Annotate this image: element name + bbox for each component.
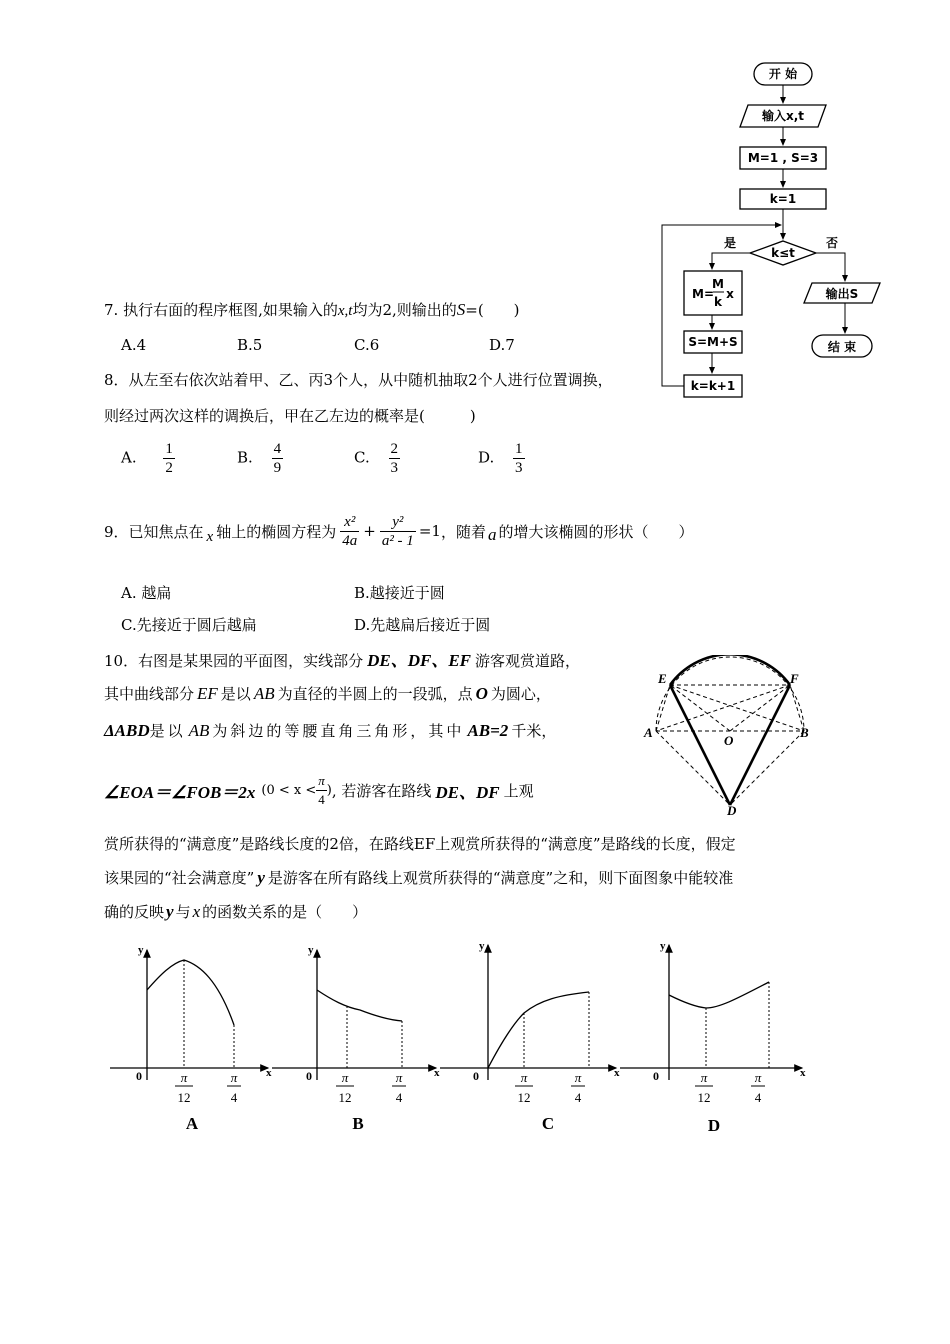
graph-c [440,940,620,1133]
graph-a [110,944,272,1133]
q7-s: S [456,300,466,319]
q7-stem [104,299,520,320]
graph-a-origin: 0 [136,1069,142,1083]
graph-b-den1: 12 [338,1090,352,1105]
q10-l2-a: 其中曲线部分 [104,685,195,703]
flow-m-rhs: x [726,287,734,301]
q10-line4 [104,768,534,812]
q10-l4-a: ∠EOA＝∠FOB＝2x [104,782,256,802]
graph-c-pi1: π [520,1070,528,1085]
flow-condition-text: k≤t [771,246,795,260]
q7-pre: 7. 执行右面的程序框图,如果输入的 [104,301,338,319]
q10-l1-b: DE、DF、EF [367,651,472,670]
q10-l7-c: 的函数关系的是（ ） [202,903,368,921]
graph-b-origin: 0 [306,1069,312,1083]
q8-line2: 则经过两次这样的调换后，甲在乙左边的概率是( ) [104,407,476,425]
q9-a: a [487,525,497,544]
q9-f2-num: y² [380,513,416,532]
graph-c-pi2: π [574,1070,582,1085]
q9-mid: 轴上的椭圆方程为 [216,522,337,541]
graph-c-den1: 12 [517,1090,531,1105]
q8-d-den: 3 [515,460,523,476]
q10-l1-a: 10．右图是某果园的平面图，实线部分 [104,652,364,670]
flow-m-num: M [712,277,724,291]
flow-init-text: M=1 , S=3 [747,151,819,165]
label-f: F [790,671,799,686]
q9-eq: =1 [418,522,441,540]
q10-l6-a: 该果园的“社会满意度” [104,869,255,887]
q9-x: x [206,528,214,545]
q10-l7-b: 与 [175,903,191,921]
q7-mid: 均为2,则输出的 [352,301,457,319]
q8-c-den: 3 [390,460,398,476]
q8-d-num: 1 [515,441,523,457]
q8-c-num: 2 [390,441,398,457]
label-b: B [800,725,809,740]
q10-line6 [104,867,733,888]
q10-line2 [104,683,551,704]
orchard-figure [640,655,820,815]
answer-graphs [100,935,820,1145]
q9-post2: 的增大该椭圆的形状（ ） [498,522,694,541]
graph-d-den2: 4 [754,1090,762,1105]
graph-b-pi1: π [341,1070,349,1085]
graph-c-origin: 0 [473,1069,479,1083]
q7-option-d: D.7 [489,336,515,354]
graph-a-caption: A [185,1114,199,1133]
q10-l7-x: x [192,902,201,921]
q9-f2-den: a² - 1 [381,532,414,549]
q10-l3-b: 是以 [149,722,186,740]
flow-m-lhs: M= [692,287,714,301]
q8-line1: 8．从左至右依次站着甲、乙、丙3个人，从中随机抽取2个人进行位置调换， [104,371,613,389]
q10-l2-b: 是以 [220,685,251,703]
graph-a-pi1: π [180,1070,188,1085]
q7-option-c: C.6 [354,336,380,354]
q9-f1-den: 4a [342,532,358,549]
curve-c [488,992,589,1068]
flow-input-text: 输入x,t [761,109,805,123]
curve-d [669,982,769,1008]
q10-line3 [104,720,556,741]
graph-b-pi2: π [395,1070,403,1085]
graph-d-den1: 12 [697,1090,711,1105]
q10-l3-e: 千米， [511,722,557,740]
graph-d-pi2: π [754,1070,762,1085]
curve-a [147,960,234,1025]
q10-l3-d: AB=2 [467,721,509,740]
q10-l2-ab: AB [253,684,275,703]
q10-line1 [104,646,580,671]
graph-d-origin: 0 [653,1069,659,1083]
q10-l4-pi: π [316,772,327,791]
label-a: A [644,725,653,740]
graph-c-x: x [614,1067,620,1079]
label-o: O [724,733,734,748]
q8-b-num: 4 [273,441,282,457]
q10-l3-ab: AB [188,721,210,740]
flow-k-init-text: k=1 [769,192,797,206]
q8-a-den: 2 [165,460,173,476]
label-e: E [658,671,667,686]
q8-a-num: 1 [165,441,173,457]
graph-d-y: y [660,940,666,952]
q10-l4-four: 4 [318,791,325,807]
q7-vars: x,t [337,303,353,319]
flowchart [650,55,890,405]
q9-f1-num: x² [340,513,359,532]
label-d: D [727,803,737,815]
graph-d-x: x [800,1067,806,1079]
q7-post: =( ) [465,301,520,319]
graph-d-caption: D [707,1116,721,1135]
graph-c-den2: 4 [574,1090,582,1105]
graph-d-pi1: π [700,1070,708,1085]
q10-l1-c: 游客观赏道路， [475,652,581,670]
q9-option-a: A. 越扁 [121,584,172,602]
q7-option-b: B.5 [237,336,263,354]
graph-c-caption: C [541,1114,555,1133]
q9-post: ，随着 [440,522,486,541]
q10-l2-c: 为直径的半圆上的一段弧，点 [277,685,473,703]
q10-line5: 赏所获得的“满意度”是路线长度的2倍，在路线EF上观赏所获得的“满意度”是路线的长度，假定 [104,835,736,853]
q9-pre: 9．已知焦点在 [104,522,204,541]
graph-b-y: y [308,944,314,956]
graph-a-y: y [138,944,144,956]
q9-option-c: C.先接近于圆后越扁 [121,616,257,634]
curve-b [317,990,402,1021]
q9-plus: + [363,522,376,540]
graph-a-den2: 4 [230,1090,238,1105]
q8-option-b [237,440,283,477]
graph-a-x: x [266,1067,272,1079]
q10-l2-ef: EF [197,684,218,703]
q10-l3-c: 为斜边的等腰直角三角形，其中 [212,722,465,740]
q8-option-a-label: A. [121,448,137,467]
q9-stem [104,506,693,556]
graph-c-y: y [479,940,485,952]
q10-l4-d: 上观 [503,781,534,800]
q10-l2-o: O [475,684,488,703]
q8-option-c [354,440,400,477]
path-df [730,685,790,805]
q10-l4-range-post: ) [326,782,332,798]
flow-k-update-text: k=k+1 [690,379,736,393]
q10-line7 [104,901,367,922]
graph-a-pi2: π [230,1070,238,1085]
graph-b-caption: B [352,1114,364,1133]
flow-output-text: 输出S [825,287,859,301]
q8-option-d [478,440,525,477]
flow-m-den: k [714,295,722,309]
flow-yes-label: 是 [723,236,737,250]
q7-option-a: A.4 [121,336,147,354]
q8-option-d-label: D. [478,448,495,467]
q10-l6-y: y [257,868,265,887]
q10-l7-y: y [166,902,174,921]
q8-b-den: 9 [273,460,282,476]
q10-l6-b: 是游客在所有路线上观赏所获得的“满意度”之和，则下面图象中能较准 [267,869,734,887]
graph-b-x: x [434,1067,440,1079]
q8-option-b-label: B. [237,448,253,467]
flow-end-text: 结 束 [827,340,857,354]
q10-l2-d: 为圆心， [490,685,551,703]
graph-a-den1: 12 [177,1090,191,1105]
graph-d [620,940,806,1135]
q10-l4-range-pre: (0 < x < [261,782,317,798]
q8-option-c-label: C. [354,448,370,467]
path-de [670,685,730,805]
flow-no-label: 否 [825,236,839,250]
flow-s-update-text: S=M+S [688,335,738,349]
q10-l7-a: 确的反映 [104,903,165,921]
graph-b [272,944,440,1133]
q9-option-d: D.先越扁后接近于圆 [354,616,491,634]
q10-l4-b: , 若游客在路线 [331,781,432,800]
q10-l3-a: ΔABD [104,721,150,740]
q10-l4-c: DE、DF [435,782,500,802]
q8-option-a [121,440,175,477]
q9-option-b: B.越接近于圆 [354,584,445,602]
graph-b-den2: 4 [395,1090,403,1105]
flow-start-text: 开 始 [768,67,798,81]
